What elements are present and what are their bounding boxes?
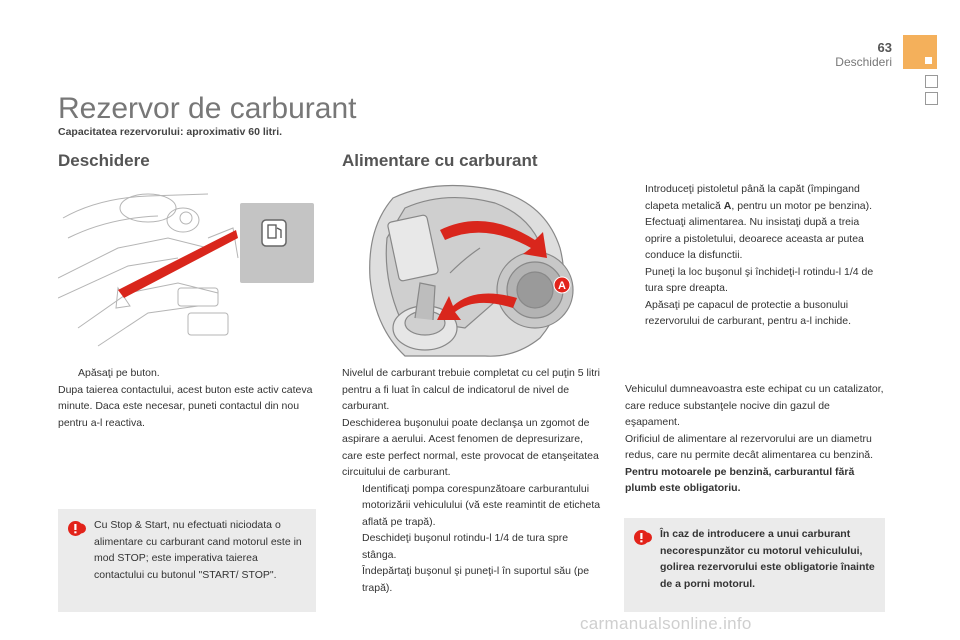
label-a: A bbox=[558, 280, 566, 292]
bullet-icon bbox=[625, 264, 645, 297]
right-bullet-text-part: Introduceţi pistoletul până la capăt (împingand clapeta metalică bbox=[645, 183, 860, 212]
bullet-icon bbox=[625, 297, 645, 330]
heading-alimentare: Alimentare cu carburant bbox=[342, 151, 538, 170]
left-bullet-text: Apăsaţi pe buton. bbox=[78, 367, 160, 379]
bullet-icon bbox=[625, 181, 645, 214]
list-item bbox=[342, 481, 604, 531]
list-item bbox=[58, 365, 318, 382]
middle-bullet-text: Identificaţi pompa corespunzătoare carburantului motorizării vehiculului (vă este reamintit de eticheta aflată pe trapă). bbox=[362, 482, 601, 528]
fuel-cap-illustration bbox=[345, 178, 590, 360]
heading-deschidere: Deschidere bbox=[58, 151, 150, 170]
right-bullet-text: Puneţi la loc buşonul şi închideţi-l rotindu-l 1/4 de tura spre dreapta. bbox=[645, 265, 874, 294]
middle-paragraph-2: Deschiderea buşonului poate declanşa un zgomot de aspirare a aerului. Acest fenomen de depresurizare, care este perfect normal, este provocat de etanşeitatea circuitului de carburant. bbox=[342, 416, 599, 478]
list-item bbox=[342, 563, 604, 596]
warning-box-fuel bbox=[624, 518, 885, 612]
left-paragraph: Dupa taierea contactului, acest buton este activ cateva minute. Daca este necesar, puneti contactul din nou pentru a-l reactiva. bbox=[58, 383, 313, 429]
list-item bbox=[625, 297, 887, 330]
middle-bullet-text: Îndepărtaţi buşonul şi puneţi-l în suportul său (pe trapă). bbox=[362, 565, 590, 594]
bullet-icon bbox=[625, 214, 645, 264]
warning-icon bbox=[68, 521, 86, 536]
right-paragraph-3: Pentru motoarele pe benzină, carburantul fără plumb este obligatoriu. bbox=[625, 465, 855, 494]
middle-bullet-text: Deschideţi buşonul rotindu-l 1/4 de tura spre stânga. bbox=[362, 532, 569, 561]
right-bullet-text: Efectuaţi alimentarea. Nu insistaţi după a treia oprire a pistoletului, deoarece aceasta ar putea conduce la disfunctii. bbox=[645, 216, 864, 261]
list-item bbox=[625, 214, 887, 264]
page-subtitle: Capacitatea rezervorului: aproximativ 60 litri. bbox=[58, 126, 283, 138]
page-title: Rezervor de carburant bbox=[58, 92, 357, 125]
page-number: 63 bbox=[877, 40, 892, 55]
dashboard-button-illustration bbox=[58, 178, 318, 348]
chapter-marker-empty bbox=[925, 75, 938, 88]
bullet-icon bbox=[342, 481, 362, 531]
warning-icon bbox=[634, 530, 652, 545]
right-paragraph-2: Orificiul de alimentare al rezervorului are un diametru redus, care nu permite decât alimentarea cu benzină. bbox=[625, 432, 874, 461]
list-item bbox=[342, 530, 604, 563]
bullet-icon bbox=[342, 530, 362, 563]
chapter-marker-empty bbox=[925, 92, 938, 105]
right-bullet-text: Apăsaţi pe capacul de protectie a busonului rezervorului de carburant, pentru a-l inchide. bbox=[645, 298, 852, 327]
list-item bbox=[625, 181, 887, 214]
warning-text: În caz de introducere a unui carburant necorespunzător cu motorul vehiculului, golirea rezervorului este obligatorie înainte de a porni motorul. bbox=[660, 528, 875, 590]
section-name: Deschideri bbox=[835, 55, 892, 69]
right-bullet-text-part: , pentru un motor pe benzina). bbox=[731, 199, 873, 212]
bullet-icon bbox=[58, 365, 78, 382]
right-bullet-label-a: A bbox=[723, 199, 732, 212]
right-paragraph-1: Vehiculul dumneavoastra este echipat cu un catalizator, care reduce substanţele nocive din gazul de eşapament. bbox=[625, 383, 884, 428]
bullet-icon bbox=[342, 563, 362, 596]
warning-box-stop-start bbox=[58, 509, 316, 612]
watermark: carmanualsonline.info bbox=[580, 614, 752, 633]
right-bullet-text bbox=[645, 181, 887, 214]
chapter-tab bbox=[903, 35, 937, 69]
list-item bbox=[625, 264, 887, 297]
chapter-tab-marker bbox=[925, 57, 932, 64]
middle-paragraph-1: Nivelul de carburant trebuie completat cu cel puţin 5 litri pentru a fi luat în calcul de indicatorul de nivel de carburant. bbox=[342, 367, 600, 412]
warning-text: Cu Stop & Start, nu efectuati niciodata o alimentare cu carburant cand motorul este in mod STOP; este imperativa taierea contactului cu butonul "START/ STOP". bbox=[94, 519, 302, 581]
